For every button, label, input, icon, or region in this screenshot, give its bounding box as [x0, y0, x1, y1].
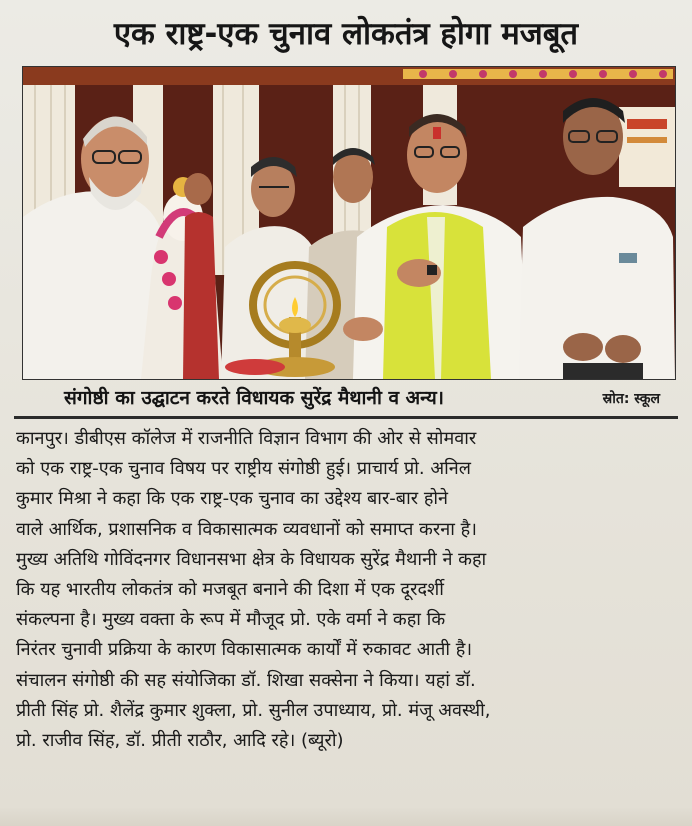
photo-caption: संगोष्ठी का उद्घाटन करते विधायक सुरेंद्र मैथानी व अन्य। — [64, 387, 445, 409]
article-line: प्रीती सिंह प्रो. शैलेंद्र कुमार शुक्ला, प्रो. सुनील उपाध्याय, प्रो. मंजू अवस्थी, — [16, 699, 491, 721]
article-line: मुख्य अतिथि गोविंदनगर विधानसभा क्षेत्र के विधायक सुरेंद्र मैथानी ने कहा — [16, 548, 487, 570]
article-line: कानपुर। डीबीएस कॉलेज में राजनीति विज्ञान विभाग की ओर से सोमवार — [16, 428, 477, 449]
page-edge — [0, 806, 692, 826]
article-line: वाले आर्थिक, प्रशासनिक व विकासात्मक व्यवधानों को समाप्त करना है। — [16, 518, 477, 540]
article-body — [16, 424, 676, 756]
photo-source-credit: स्रोत: स्कूल — [602, 391, 660, 407]
caption-divider — [14, 416, 678, 419]
headline: एक राष्ट्र-एक चुनाव लोकतंत्र होगा मजबूत — [113, 16, 579, 52]
news-photo — [22, 66, 676, 380]
article-line: संचालन संगोष्ठी की सह संयोजिका डॉ. शिखा सक्सेना ने किया। यहां डॉ. — [16, 669, 476, 691]
photo-caption-row — [22, 380, 674, 416]
event-photo-illustration — [23, 67, 675, 379]
article-line: प्रो. राजीव सिंह, डॉ. प्रीती राठौर, आदि रहे। (ब्यूरो) — [16, 729, 344, 751]
article-line: कि यह भारतीय लोकतंत्र को मजबूत बनाने की दिशा में एक दूरदर्शी — [16, 578, 444, 600]
article-line: को एक राष्ट्र-एक चुनाव विषय पर राष्ट्रीय संगोष्ठी हुई। प्राचार्य प्रो. अनिल — [16, 458, 471, 480]
article-line: संकल्पना है। मुख्य वक्ता के रूप में मौजूद प्रो. एके वर्मा ने कहा कि — [16, 609, 446, 631]
article-line: कुमार मिश्रा ने कहा कि एक राष्ट्र-एक चुनाव का उद्देश्य बार-बार होने — [16, 488, 449, 510]
article-line: निरंतर चुनावी प्रक्रिया के कारण विकासात्मक कार्यों में रुकावट आती है। — [16, 639, 473, 661]
